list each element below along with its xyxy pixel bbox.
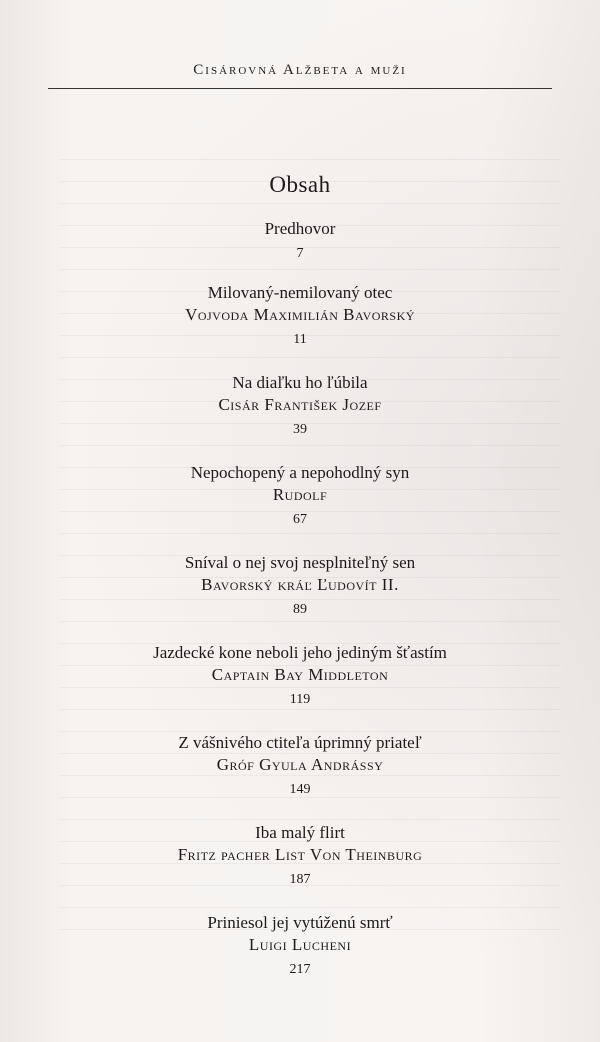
toc-entry-page: 187 [289,872,311,887]
toc-entry [0,282,600,352]
toc-entry-title: Z vášnivého ctiteľa úprimný priateľ [178,733,422,752]
header-rule [48,88,552,89]
toc-entry-person: Vojvoda Maximilián Bavorský [185,305,415,324]
toc-entry-title: Iba malý flirt [255,823,345,842]
toc-entry-page: 67 [293,512,307,527]
toc-entry-page: 89 [293,602,307,617]
toc-entry-person: Gróf Gyula Andrássy [216,755,384,774]
toc-entry-page: 39 [293,422,307,437]
toc-entry-title: Priniesol jej vytúženú smrť [207,913,393,932]
toc-entry-page: 119 [289,692,311,707]
toc-entry-title: Jazdecké kone neboli jeho jediným šťastím [153,643,447,662]
toc-entry-title: Sníval o nej svoj nesplniteľný sen [184,553,416,572]
toc-entry-title: Milovaný-nemilovaný otec [207,283,393,302]
toc-entry-person: Bavorský kráľ Ľudovít II. [201,575,399,594]
toc-entry-title: Predhovor [264,219,336,238]
running-head: Cisárovná Alžbeta a muži [193,62,407,78]
toc-entry-page: 217 [289,962,311,977]
toc-entry-title: Na diaľku ho ľúbila [232,373,368,392]
toc-entry-person: Captain Bay Middleton [211,665,389,684]
toc-entry-page: 7 [296,246,304,261]
toc-title: Obsah [269,172,331,197]
toc-entry [0,822,600,892]
toc-entry [0,642,600,712]
toc-entries [0,218,600,982]
toc-entry-page: 11 [293,332,307,347]
toc-entry [0,218,600,266]
toc-entry-person: Cisár František Jozef [218,395,382,414]
toc-entry [0,732,600,802]
toc-entry [0,462,600,532]
toc-entry [0,372,600,442]
toc-entry [0,912,600,982]
toc-entry-page: 149 [289,782,311,797]
toc-entry-person: Luigi Lucheni [248,935,352,954]
toc-entry-title: Nepochopený a nepohodlný syn [190,463,410,482]
toc-entry-person: Fritz pacher List Von Theinburg [177,845,423,864]
toc-entry [0,552,600,622]
toc-entry-person: Rudolf [272,485,328,504]
